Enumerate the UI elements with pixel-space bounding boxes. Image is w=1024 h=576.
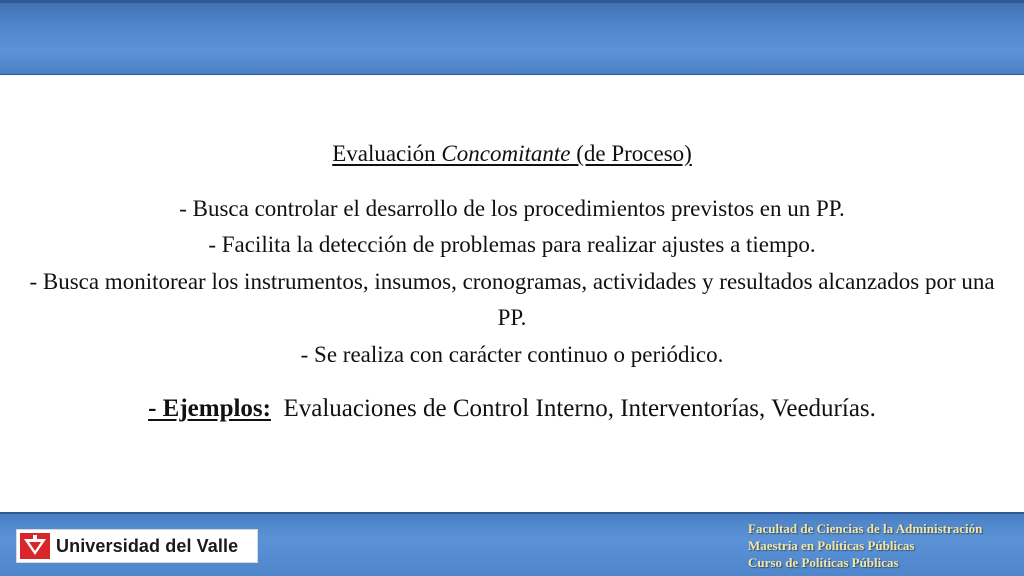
slide-content: [0, 136, 1024, 428]
univalle-shield-icon: [20, 533, 50, 559]
faculty-line: Facultad de Ciencias de la Administración: [748, 521, 983, 536]
examples-text: Evaluaciones de Control Interno, Interventorías, Veedurías.: [270, 395, 876, 422]
faculty-line: Curso de Políticas Públicas: [748, 555, 899, 570]
examples-label: - Ejemplos:: [148, 395, 271, 422]
top-header-band: [0, 0, 1024, 75]
bullet-item: - Busca controlar el desarrollo de los procedimientos previstos en un PP.: [179, 195, 845, 221]
examples-line: [0, 391, 1024, 428]
university-name: Universidad del Valle: [56, 535, 239, 556]
university-logo: [16, 529, 258, 563]
faculty-info: [748, 520, 1018, 571]
bullet-item: - Facilita la detección de problemas para realizar ajustes a tiempo.: [208, 232, 816, 257]
faculty-line: Maestría en Políticas Públicas: [748, 538, 915, 553]
title-prefix: Evaluación: [332, 141, 442, 166]
slide-title-underlined: [332, 141, 692, 166]
title-suffix: (de Proceso): [570, 141, 692, 166]
bullet-list: [0, 191, 1024, 374]
title-italic: Concomitante: [441, 141, 571, 166]
slide-title: [0, 136, 1024, 173]
footer-band: [0, 512, 1024, 576]
bullet-item: - Busca monitorear los instrumentos, insumos, cronogramas, actividades y resultados alcanzados por una PP.: [29, 268, 995, 330]
bullet-item: - Se realiza con carácter continuo o periódico.: [300, 341, 724, 367]
spacer: [0, 373, 1024, 391]
